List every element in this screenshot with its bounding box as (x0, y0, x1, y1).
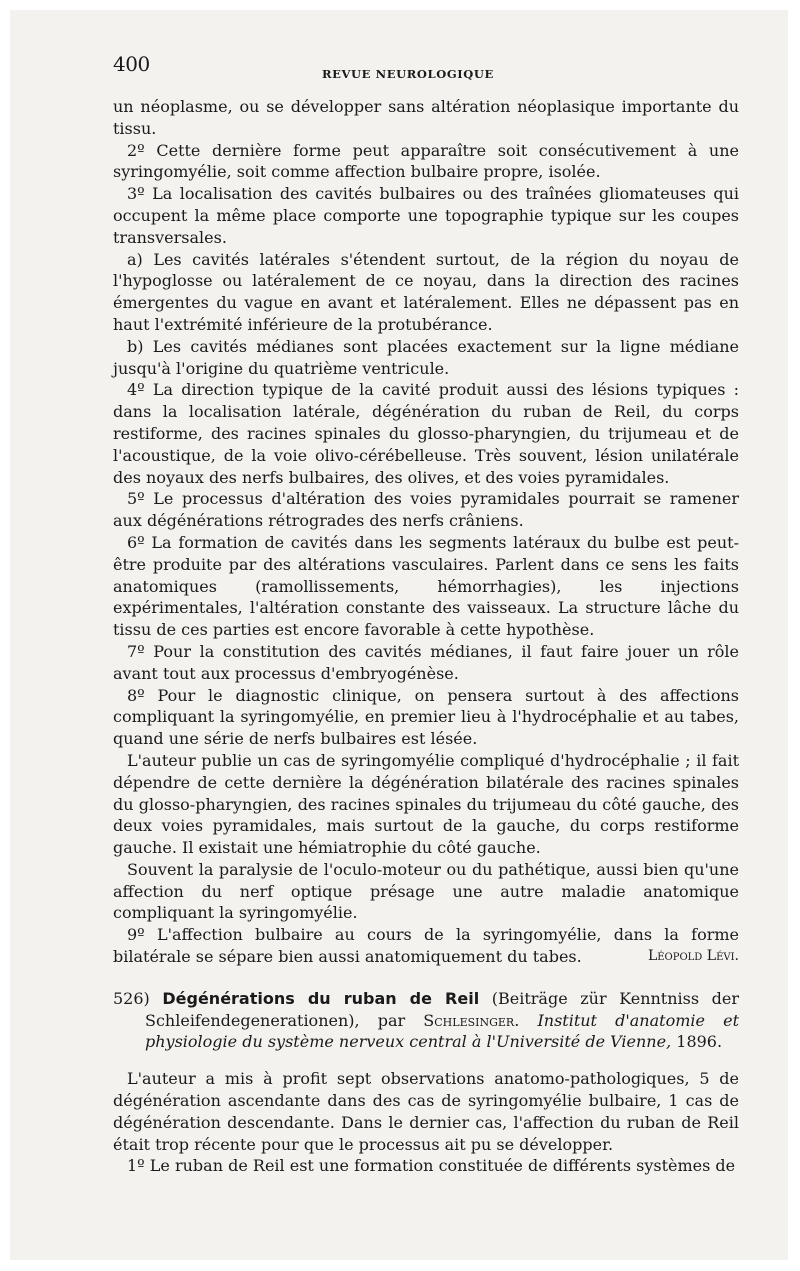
paragraph-point-8: 8º Pour le diagnostic clinique, on pensera surtout à des affections compliquant la syringomyélie, en premier lieu à l'hydrocéphalie et au tabes, quand une série de nerfs bulbaires est lésée. (113, 685, 739, 749)
paragraph-point-7: 7º Pour la constitution des cavités médianes, il faut faire jouer un rôle avant tout aux processus d'embryogénèse. (113, 641, 739, 683)
entry-source: Institut d'anatomie et physiologie du système nerveux central à l'Université de Vienne, (145, 1010, 739, 1052)
entry-year: 1896. (676, 1032, 723, 1052)
paragraph-continuation: un néoplasme, ou se développer sans altération néoplasique importante du tissu. (113, 97, 739, 138)
page-number: 400 (113, 52, 150, 76)
paragraph-point-1: 1º Le ruban de Reil est une formation constituée de différents systèmes de (127, 1156, 736, 1176)
abstract-entry-heading (113, 988, 739, 1053)
entry-title: Dégénérations du ruban de Reil (162, 988, 480, 1008)
paragraph-point-2: 2º Cette dernière forme peut apparaître soit consécutivement à une syringomyélie, soit comme affection bulbaire propre, isolée. (113, 140, 739, 182)
paragraph-paralysis: Souvent la paralysie de l'oculo-moteur ou du pathétique, aussi bien qu'une affection du nerf optique présage une autre maladie anatomique compliquant la syringomyélie. (113, 859, 739, 923)
paragraph-point-6: 6º La formation de cavités dans les segments latéraux du bulbe est peut-être produite par des altérations vasculaires. Parlent dans ce sens les faits anatomiques (ramollissements, hémorrhagies), les injections expérimentales, l'altération constante des vaisseaux. La structure lâche du tissu de ces parties est encore favorable à cette hypothèse. (113, 532, 739, 640)
scanned-page (10, 10, 788, 1260)
entry-subtitle: (Beiträge zür Kenntniss der Schleifendegenerationen), par (145, 988, 739, 1030)
paragraph-observations: L'auteur a mis à profit sept observations anatomo-pathologiques, 5 de dégénération ascendante dans des cas de syringomyélie bulbaire, 1 cas de dégénération descendante. Dans le dernier cas, l'affection du ruban de Reil était trop récente pour que le processus ait pu se développer. (113, 1069, 739, 1154)
entry-number: 526) (113, 988, 150, 1008)
paragraph-point-3a: a) Les cavités latérales s'étendent surtout, de la région du noyau de l'hypoglosse ou latéralement de ce noyau, dans la direction des racines émergentes du vague en avant et latéralement. Elles ne dépassent pas en haut l'extrémité inférieure de la protubérance. (113, 249, 739, 334)
paragraph-point-9: 9º L'affection bulbaire au cours de la syringomyélie, dans la forme bilatérale se sépare bien aussi anatomiquement du tabes. (113, 925, 739, 967)
page-content (113, 46, 739, 1177)
paragraph-point-3: 3º La localisation des cavités bulbaires ou des traînées gliomateuses qui occupent la même place comporte une topographie typique sur les coupes transversales. (113, 184, 739, 247)
paragraph-point-4: 4º La direction typique de la cavité produit aussi des lésions typiques : dans la localisation latérale, dégénération du ruban de Reil, du corps restiforme, des racines spinales du glosso-pharyngien, du trijumeau et de l'acoustique, de la voie olivo-cérébelleuse. Très souvent, lésion unilatérale des noyaux des nerfs bulbaires, des olives, et des voies pyramidales. (113, 380, 739, 487)
running-title: REVUE NEUROLOGIQUE (322, 67, 494, 81)
author-signature: Léopold Lévi. (647, 948, 739, 965)
paragraph-point-3b: b) Les cavités médianes sont placées exactement sur la ligne médiane jusqu'à l'origine du quatrième ventricule. (113, 336, 739, 378)
page-header (113, 46, 739, 96)
paragraph-case-report: L'auteur publie un cas de syringomyélie compliqué d'hydrocéphalie ; il fait dépendre de cette dernière la dégénération bilatérale des racines spinales du glosso-pharyngien, des racines spinales du trijumeau du côté gauche, des deux voies pyramidales, mais surtout de la gauche, du corps restiforme gauche. Il existait une hémiatrophie du côté gauche. (113, 750, 739, 858)
paragraph-point-5: 5º Le processus d'altération des voies pyramidales pourrait se ramener aux dégénérations rétrogrades des nerfs crâniens. (113, 489, 739, 531)
entry-author: Schlesinger. (423, 1010, 520, 1030)
